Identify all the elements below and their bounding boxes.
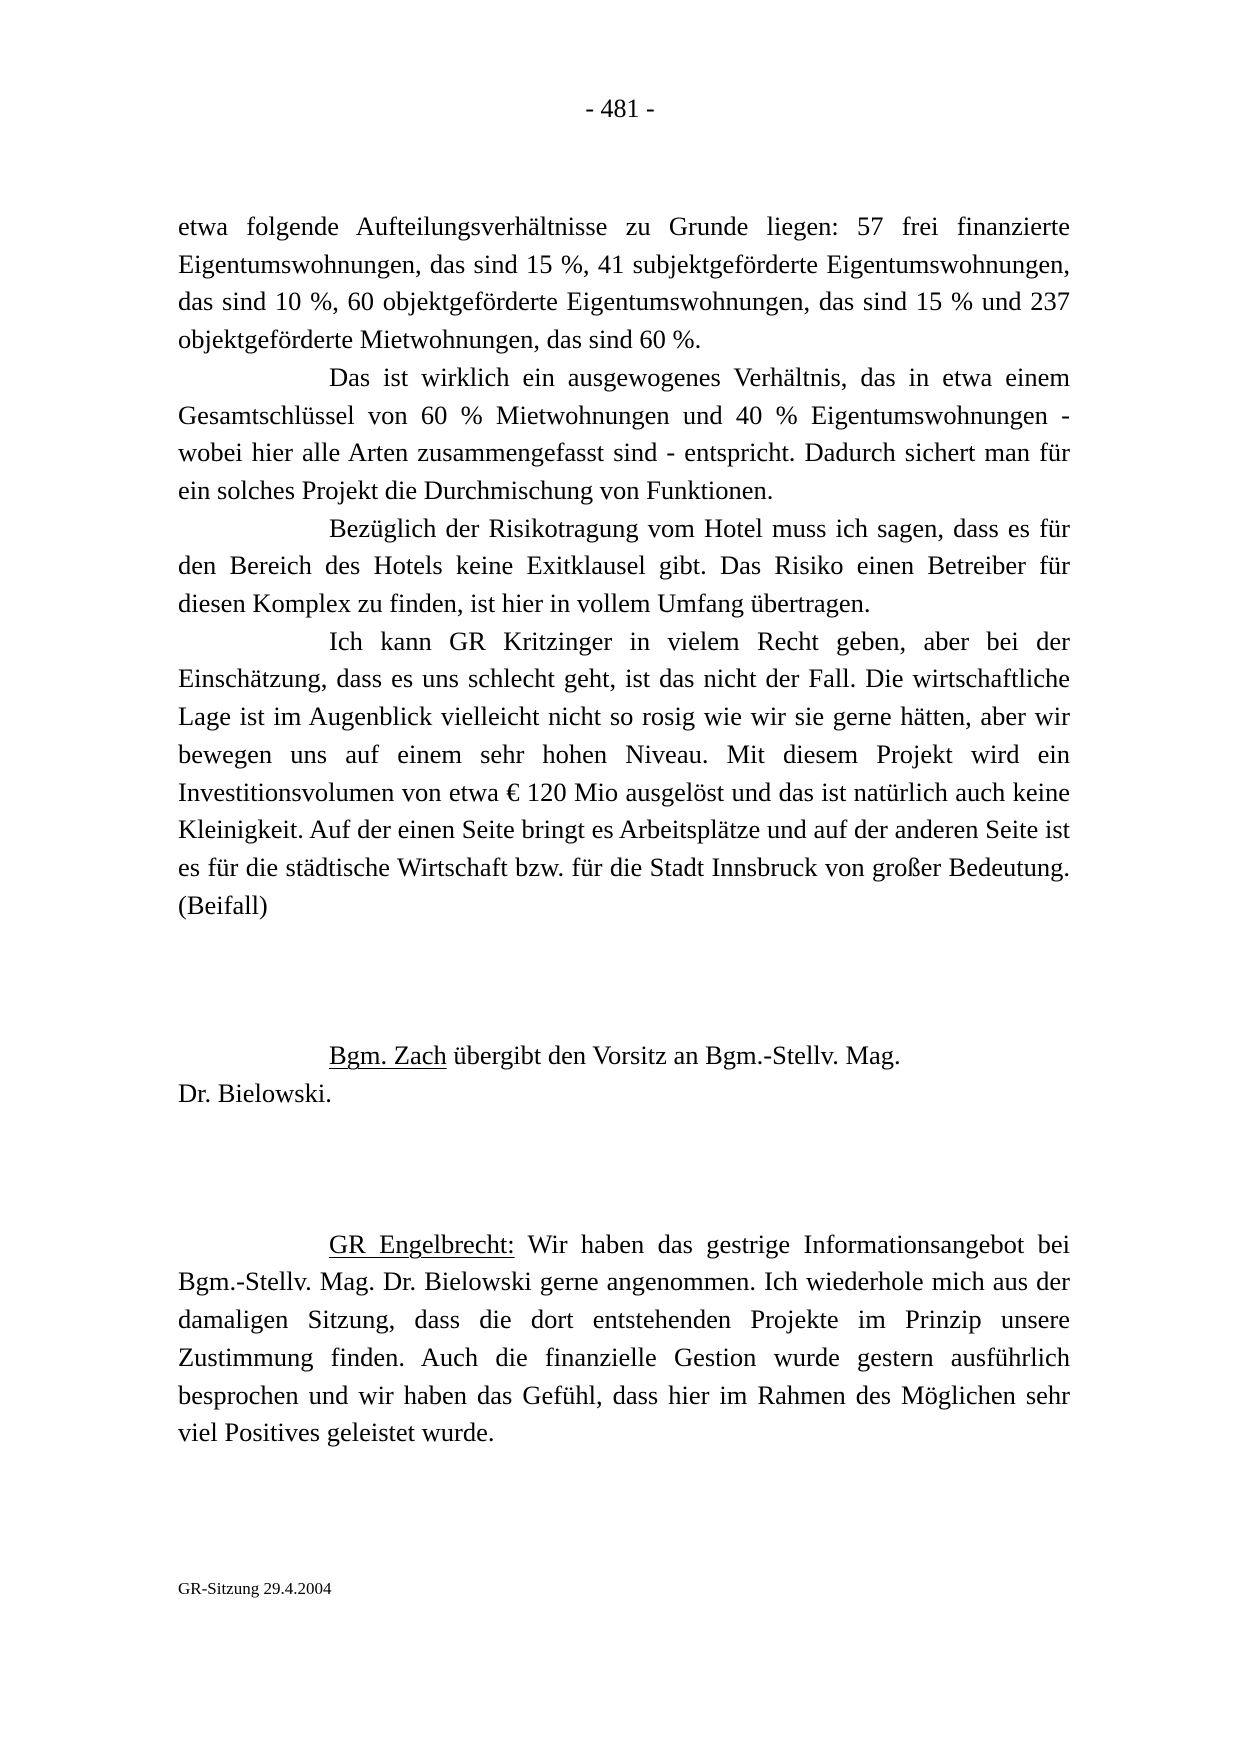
speech-engelbrecht [178,1226,1070,1452]
document-body [178,208,1070,1452]
speaker-name-engelbrecht: GR Engelbrecht: [329,1228,515,1259]
page-number: - 481 - [585,94,655,123]
spacer [178,1113,1070,1226]
spacer [178,924,1070,1037]
paragraph-hotel-risk: Bezüglich der Risikotragung vom Hotel muss ich sagen, dass es für den Bereich des Hotels keine Exitklausel gibt. Das Risiko einen Betreiber für diesen Komplex zu finden, ist hier in vollem Umfang übertragen. [178,512,1070,619]
speaker-name-zach: Bgm. Zach [329,1040,447,1071]
chair-transfer-text: übergibt den Vorsitz an Bgm.-Stellv. Mag. [446,1040,901,1071]
chair-transfer-text-cont: Dr. Bielowski. [178,1078,332,1109]
chair-transfer-note [178,1037,1070,1112]
speech-text: Wir haben das gestrige Informationsangebot bei Bgm.-Stellv. Mag. Dr. Bielowski gerne angenommen. Ich wiederhole mich aus der damaligen Sitzung, dass die dort entstehenden Projekte im Prinzip unsere Zustimmung finden. Auch die finanzielle Gestion wurde gestern ausführlich besprochen und wir haben das Gefühl, dass hier im Rahmen des Möglichen sehr viel Positives geleistet wurde. [178,1228,1070,1448]
paragraph-economy: Ich kann GR Kritzinger in vielem Recht geben, aber bei der Einschätzung, dass es uns schlecht geht, ist das nicht der Fall. Die wirtschaftliche Lage ist im Augenblick vielleicht nicht so rosig wie wir sie gerne hätten, aber wir bewegen uns auf einem sehr hohen Niveau. Mit diesem Projekt wird ein Investitionsvolumen von etwa € 120 Mio ausgelöst und das ist natürlich auch keine Kleinigkeit. Auf der einen Seite bringt es Arbeitsplätze und auf der anderen Seite ist es für die städtische Wirtschaft bzw. für die Stadt Innsbruck von großer Bedeutung. (Beifall) [178,625,1070,920]
paragraph-balance: Das ist wirklich ein ausgewogenes Verhältnis, das in etwa einem Gesamtschlüssel von 60 % Mietwohnungen und 40 % Eigentumswohnungen - wobei hier alle Arten zusammengefasst sind - entspricht. Dadurch sichert man für ein solches Projekt die Durchmischung von Funktionen. [178,361,1070,505]
paragraph-allocation: etwa folgende Aufteilungsverhältnisse zu Grunde liegen: 57 frei finanzierte Eigentumswohnungen, das sind 15 %, 41 subjektgeförderte Eigentumswohnungen, das sind 10 %, 60 objektgeförderte Eigentumswohnungen, das sind 15 % und 237 objektgeförderte Mietwohnungen, das sind 60 %. [178,211,1070,355]
page-footer: GR-Sitzung 29.4.2004 [178,1579,332,1598]
